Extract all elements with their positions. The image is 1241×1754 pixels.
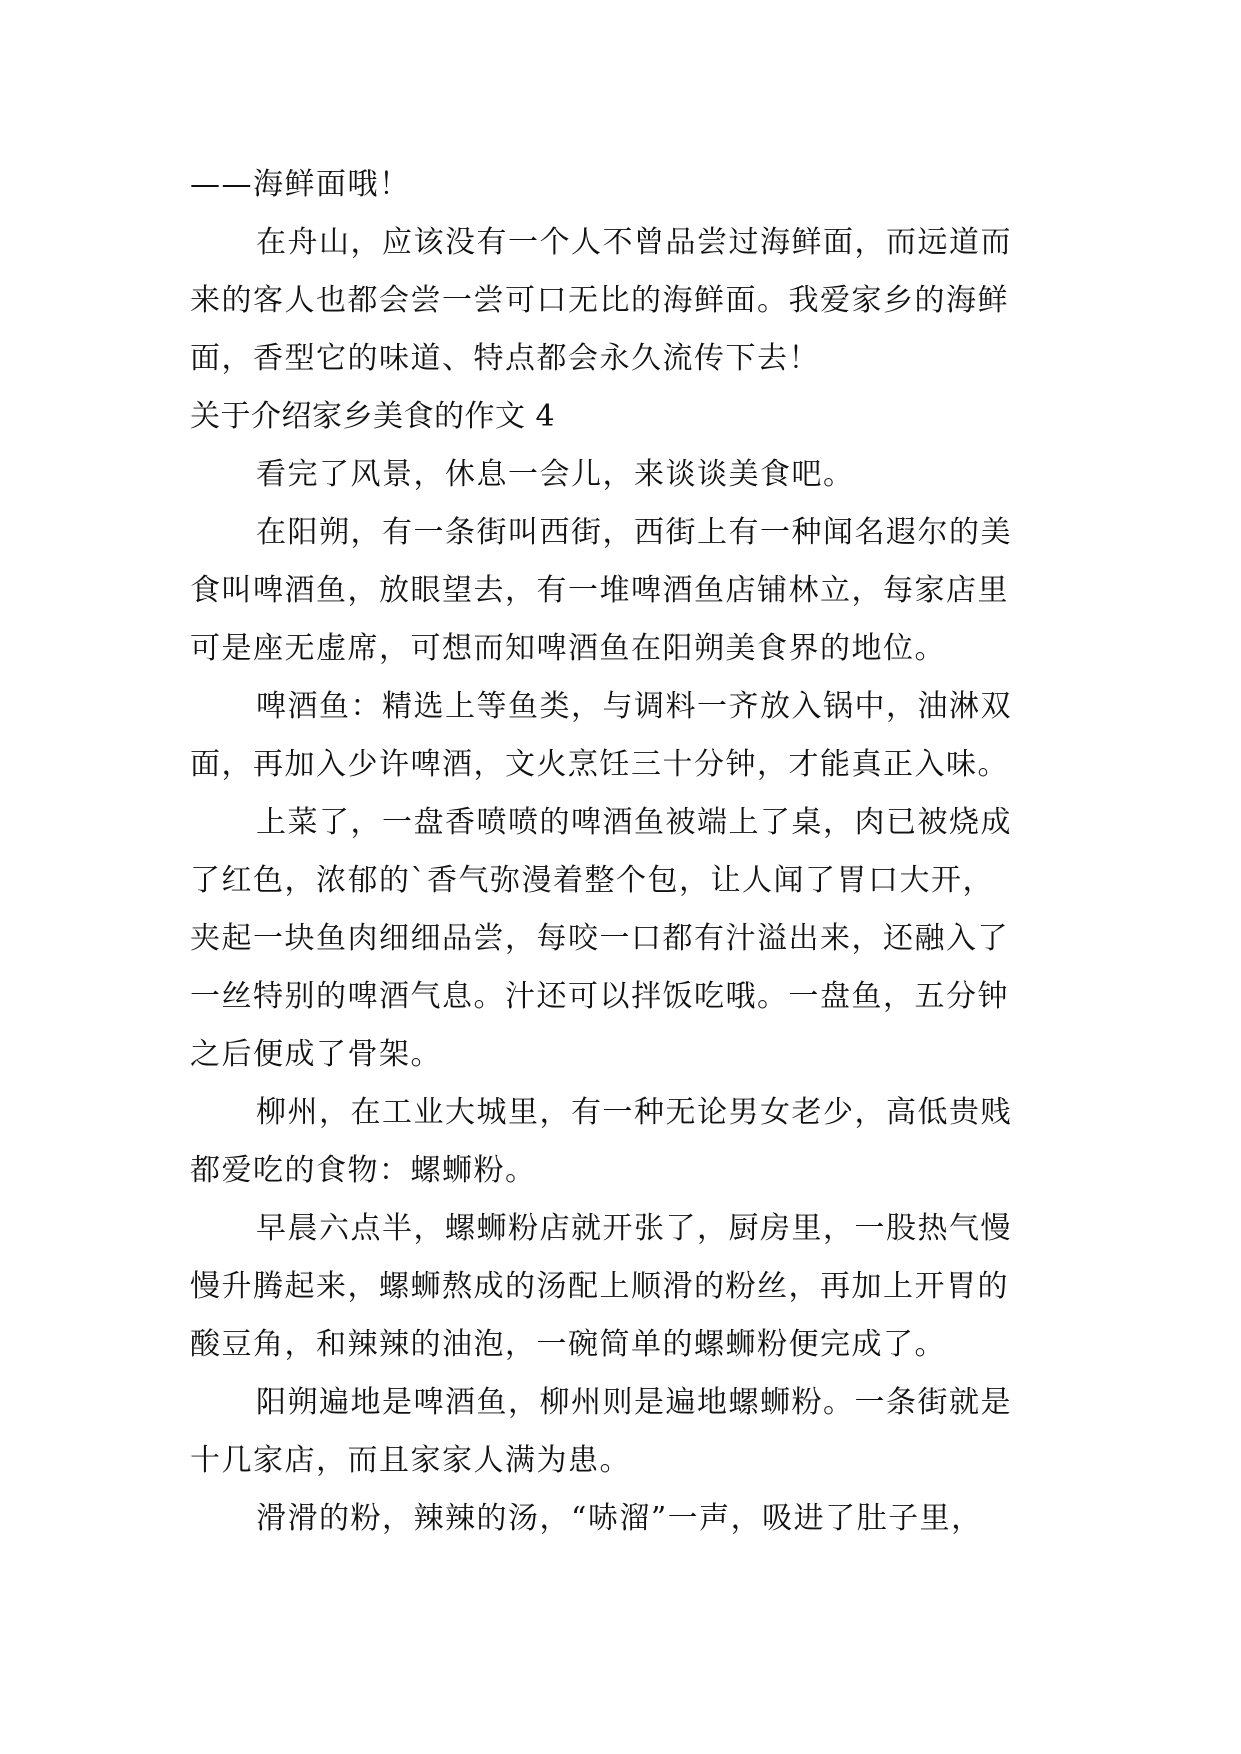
text-line: ——海鲜面哦！	[190, 167, 411, 202]
text-line: 一丝特别的啤酒气息。汁还可以拌饭吃哦。一盘鱼，五分钟	[190, 979, 1009, 1014]
paragraph-line: 柳州，在工业大城里，有一种无论男女老少，高低贵贱	[256, 1095, 1012, 1130]
paragraph-line: 阳朔遍地是啤酒鱼，柳州则是遍地螺蛳粉。一条街就是	[256, 1385, 1012, 1420]
paragraph-line: 早晨六点半，螺蛳粉店就开张了，厨房里，一股热气慢	[256, 1211, 1012, 1246]
text-line: 食叫啤酒鱼，放眼望去，有一堆啤酒鱼店铺林立，每家店里	[190, 573, 1009, 608]
text-line: 慢升腾起来，螺蛳熬成的汤配上顺滑的粉丝，再加上开胃的	[190, 1269, 1009, 1304]
paragraph-line: 在舟山，应该没有一个人不曾品尝过海鲜面，而远道而	[256, 225, 1012, 260]
paragraph-line: 看完了风景，休息一会儿，来谈谈美食吧。	[256, 457, 855, 492]
text-line: 十几家店，而且家家人满为患。	[190, 1443, 631, 1478]
text-line: 可是座无虚席，可想而知啤酒鱼在阳朔美食界的地位。	[190, 631, 946, 666]
section-heading: 关于介绍家乡美食的作文 4	[190, 399, 556, 434]
paragraph-line: 在阳朔，有一条街叫西街，西街上有一种闻名遐尔的美	[256, 515, 1012, 550]
text-line: 了红色，浓郁的`香气弥漫着整个包，让人闻了胃口大开，	[190, 863, 994, 898]
paragraph-line: 上菜了，一盘香喷喷的啤酒鱼被端上了桌，肉已被烧成	[256, 805, 1012, 840]
text-line: 夹起一块鱼肉细细品尝，每咬一口都有汁溢出来，还融入了	[190, 921, 1009, 956]
paragraph-line: 滑滑的粉，辣辣的汤，“哧溜”一声，吸进了肚子里，	[256, 1501, 983, 1536]
text-line: 之后便成了骨架。	[190, 1037, 442, 1072]
text-line: 面，香型它的味道、特点都会永久流传下去！	[190, 341, 820, 376]
paragraph-line: 啤酒鱼：精选上等鱼类，与调料一齐放入锅中，油淋双	[256, 689, 1012, 724]
text-line: 都爱吃的食物：螺蛳粉。	[190, 1153, 537, 1188]
text-line: 酸豆角，和辣辣的油泡，一碗简单的螺蛳粉便完成了。	[190, 1327, 946, 1362]
text-line: 面，再加入少许啤酒，文火烹饪三十分钟，才能真正入味。	[190, 747, 1009, 782]
text-line: 来的客人也都会尝一尝可口无比的海鲜面。我爱家乡的海鲜	[190, 283, 1009, 318]
